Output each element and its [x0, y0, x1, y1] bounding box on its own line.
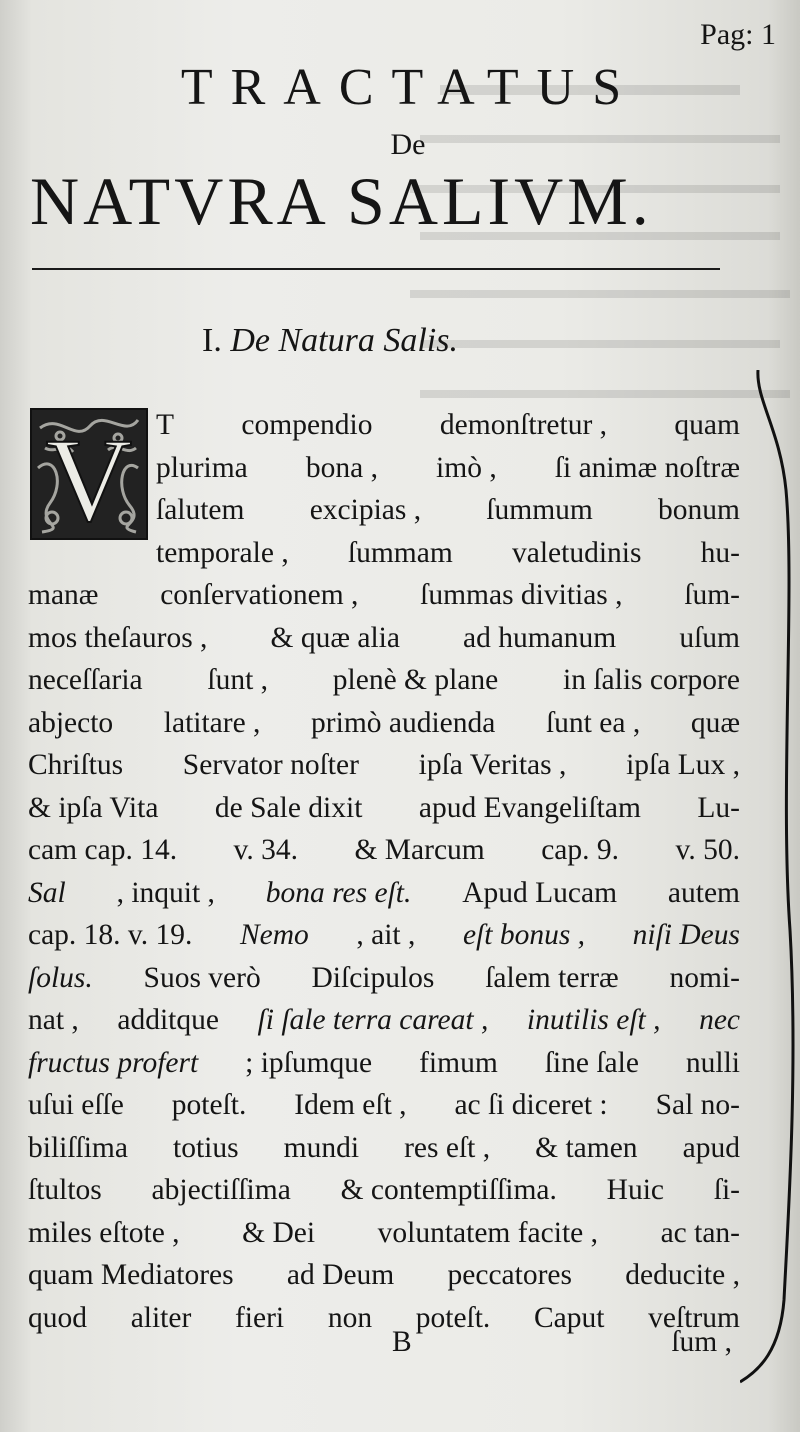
text-segment: deducite , [625, 1259, 740, 1291]
text-segment: plurima [156, 451, 248, 484]
text-segment: ad Deum [286, 1259, 395, 1291]
text-segment: plenè & plane [332, 664, 499, 696]
text-segment: bona , [305, 451, 378, 484]
catchword: ſum , [671, 1326, 732, 1358]
text-segment: veſtrum [648, 1301, 740, 1334]
text-segment: autem [667, 876, 740, 909]
text-segment: aliter [130, 1301, 192, 1334]
text-segment: Sal no- [655, 1089, 740, 1121]
text-line [28, 574, 740, 617]
text-segment: eſt bonus , [462, 919, 586, 951]
text-line [28, 999, 740, 1042]
text-segment: , inquit , [116, 876, 215, 909]
text-segment: manæ [28, 579, 99, 611]
text-segment: Nemo [239, 919, 309, 951]
text-line [28, 404, 740, 447]
text-segment: poteſt. [415, 1301, 491, 1334]
text-segment: quod [28, 1301, 87, 1334]
text-segment: ſummas divitias , [420, 579, 623, 611]
text-segment: ſine ſale [544, 1046, 639, 1079]
text-segment: mos theſauros , [28, 621, 208, 654]
text-segment: niſi Deus [632, 919, 740, 951]
text-segment: abjectiſſima [151, 1174, 291, 1206]
text-segment: & tamen [535, 1131, 638, 1164]
text-segment: cap. 9. [541, 834, 620, 866]
text-line [28, 659, 740, 702]
text-segment: in ſalis corpore [563, 664, 740, 696]
text-segment: fructus profert [28, 1046, 199, 1079]
text-segment: ſalutem [156, 494, 245, 526]
text-segment: quam [674, 409, 740, 441]
text-segment: ipſa Veritas , [418, 749, 567, 781]
text-segment: ſi animæ noſtræ [554, 451, 740, 484]
text-segment: ſi ſale terra careat , [257, 1004, 489, 1036]
text-segment: ſummum [486, 494, 593, 526]
text-segment: Servator noſter [182, 749, 359, 781]
text-segment: neceſſaria [28, 664, 143, 696]
text-segment: cap. 18. v. 19. [28, 919, 193, 951]
text-line [28, 914, 740, 957]
text-segment: nulli [685, 1046, 740, 1079]
text-segment: peccatores [447, 1259, 572, 1291]
text-segment: bonum [658, 494, 740, 526]
text-segment: non [327, 1301, 373, 1334]
text-line [28, 1254, 740, 1297]
title-line-3: NATVRA SALIVM. [30, 163, 653, 239]
text-segment: Apud Lucam [462, 876, 618, 909]
text-line [28, 532, 740, 575]
text-line [28, 1084, 740, 1127]
text-line [28, 829, 740, 872]
text-segment: latitare , [163, 706, 261, 739]
text-segment: Caput [534, 1301, 605, 1334]
text-line [28, 1042, 740, 1085]
text-line [28, 872, 740, 915]
text-segment: & Marcum [354, 834, 485, 866]
text-segment: ac tan- [660, 1216, 740, 1249]
text-segment: ac ſi diceret : [454, 1089, 608, 1121]
text-segment: apud [682, 1131, 740, 1164]
text-segment: de Sale dixit [214, 791, 363, 824]
text-segment: ſummam [347, 536, 453, 569]
page-number: Pag: 1 [700, 18, 776, 51]
text-segment: nat , [28, 1004, 79, 1036]
text-segment: ſtultos [28, 1174, 102, 1206]
text-segment: ; ipſumque [245, 1046, 373, 1079]
text-segment: & contemptiſſima. [340, 1174, 557, 1206]
title-line-2: De [390, 128, 426, 161]
text-segment: imò , [436, 451, 497, 484]
text-segment: abjecto [28, 706, 114, 739]
text-segment: quæ [690, 706, 740, 739]
text-segment: compendio [241, 409, 373, 441]
title-rule [32, 268, 720, 270]
text-segment: T [156, 409, 175, 441]
text-segment: demonſtretur , [439, 409, 608, 441]
signature-mark: B [392, 1326, 412, 1358]
text-segment: poteſt. [171, 1089, 247, 1121]
text-segment: uſum [679, 621, 740, 654]
text-segment: voluntatem facite , [377, 1216, 598, 1249]
text-segment: nec [699, 1004, 740, 1036]
title-line-1: TRACTATUS [180, 59, 640, 116]
text-segment: & ipſa Vita [28, 791, 159, 824]
text-line [28, 617, 740, 660]
text-segment: primò audienda [311, 706, 496, 739]
text-segment: miles eſtote , [28, 1216, 180, 1249]
text-segment: ſunt , [207, 664, 269, 696]
text-segment: Sal [28, 876, 66, 909]
text-line [28, 1212, 740, 1255]
text-segment: ſalem terræ [485, 961, 619, 994]
text-segment: v. 50. [675, 834, 740, 866]
chapter-number: I. [202, 322, 222, 359]
text-segment: ſolus. [28, 961, 93, 994]
text-segment: Huic [606, 1174, 664, 1206]
text-segment: v. 34. [233, 834, 299, 866]
text-line [28, 957, 740, 1000]
page-footer [0, 1326, 800, 1366]
margin-bracket [740, 370, 800, 1390]
chapter-title: De Natura Salis. [230, 322, 458, 359]
text-segment: inutilis eſt , [526, 1004, 661, 1036]
text-line [28, 447, 740, 490]
text-segment: uſui eſſe [28, 1089, 124, 1121]
text-segment: hu- [700, 536, 740, 569]
text-segment: fimum [419, 1046, 498, 1079]
text-line [28, 1169, 740, 1212]
text-segment: , ait , [356, 919, 416, 951]
text-segment: conſervationem , [160, 579, 359, 611]
text-segment: ſunt ea , [545, 706, 641, 739]
text-segment: Idem eſt , [294, 1089, 407, 1121]
text-segment: & quæ alia [270, 621, 400, 654]
text-segment: cam cap. 14. [28, 834, 178, 866]
text-segment: quam Mediatores [28, 1259, 234, 1291]
text-segment: excipias , [309, 494, 422, 526]
text-segment: ſi- [713, 1174, 740, 1206]
text-line [28, 787, 740, 830]
chapter-heading [202, 322, 458, 360]
text-segment: apud Evangeliſtam [418, 791, 641, 824]
text-segment: mundi [283, 1131, 360, 1164]
text-segment: ipſa Lux , [626, 749, 740, 781]
text-segment: nomi- [669, 961, 740, 994]
text-segment: biliſſima [28, 1131, 128, 1164]
text-segment: ad humanum [463, 621, 617, 654]
dropcap-letter: V [45, 413, 133, 540]
text-segment: Diſcipulos [311, 961, 435, 994]
text-segment: & Dei [242, 1216, 316, 1249]
text-segment: Suos verò [143, 961, 261, 994]
text-segment: temporale , [156, 536, 289, 569]
text-segment: fieri [234, 1301, 285, 1334]
text-line [28, 702, 740, 745]
text-line [28, 1127, 740, 1170]
text-segment: ſum- [684, 579, 740, 611]
text-line [28, 489, 740, 532]
text-line [28, 744, 740, 787]
text-segment: res eſt , [404, 1131, 491, 1164]
text-segment: bona res eſt. [265, 876, 412, 909]
text-segment: additque [117, 1004, 219, 1036]
text-segment: Lu- [697, 791, 740, 824]
body-text [28, 404, 740, 1339]
text-segment: valetudinis [512, 536, 642, 569]
text-segment: totius [173, 1131, 239, 1164]
text-segment: Chriſtus [28, 749, 124, 781]
